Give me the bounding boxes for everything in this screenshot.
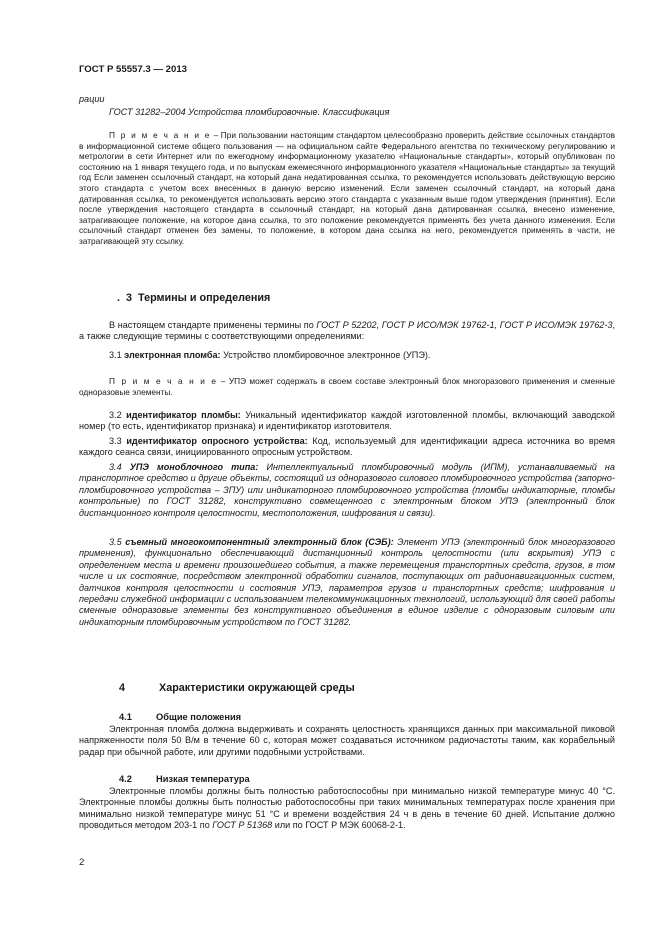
section-3-heading: [117, 292, 270, 304]
document-header-code: ГОСТ Р 55557.3 — 2013: [79, 64, 187, 75]
term-3-5: 3.5 съемный многокомпонентный электронный блок (СЭБ): Элемент УПЭ (электронный блок многоразового применения), функционально обеспечивающий дистанционный контроль целостности (или вскрытия) УПЭ с определением места и времени произошедшего события, а также перемещения транспортных средств, грузов, в том числе и их состояние, посредством электронной обработки сигналов, поступающих от радионавигационных систем, датчиков контроля целостности и состояния УПЭ, параметров грузов и транспортных средств; шифрования и передачи служебной информации с использованием телекоммуникационных технологий, использующий для своей работы сменные одноразовые элементы без конструктивного объединения в единое изделие с одноразовым силовым или индикаторным пломбировочным устройством по ГОСТ 31282.: [79, 537, 616, 627]
term-3-4: 3.4 УПЭ моноблочного типа: Интеллектуальный пломбировочный модуль (ИПМ), устанавливаемый на транспортное средство и другие объекты, состоящий из одноразового силового пломбировочного устройства (запорно-пломбировочного устройства – ЗПУ) или индикаторного пломбировочного устройства (пломбы индикаторные, пломбы контрольные) по ГОСТ 31282, конструктивно совмещенного с электронным блоком УПЭ (электронный блок дистанционного контроля целостности, местоположения, шифрования и связи).: [79, 462, 615, 518]
term-3-1: 3.1 электронная пломба: Устройство пломбировочное электронное (УПЭ).: [109, 350, 431, 360]
section-3-intro: В настоящем стандарте применены термины по ГОСТ Р 52202, ГОСТ Р ИСО/МЭК 19762-1, ГОСТ Р ИСО/МЭК 19762-3, а также следующие термины с соответствующими определениями:: [79, 320, 615, 342]
term-3-4-name: УПЭ моноблочного типа:: [129, 462, 259, 472]
term-3-3: 3.3 идентификатор опросного устройства: Код, используемый для идентификации адреса источника во время каждого сеанса связи, инициированного опросным устройством.: [79, 436, 616, 458]
term-3-2: 3.2 идентификатор пломбы: Уникальный идентификатор каждой изготовленной пломбы, включающий заводской номер (то есть, идентификатор признака) и идентификатор изготовителя.: [79, 410, 616, 432]
intro-references: ГОСТ Р 52202, ГОСТ Р ИСО/МЭК 19762-1, ГОСТ Р ИСО/МЭК 19762-3: [316, 320, 613, 330]
note-label: П р и м е ч а н и е: [109, 130, 211, 140]
term-3-1-name: электронная пломба:: [124, 350, 221, 360]
subsection-4-1-heading: 4.1 Общие положения: [119, 712, 242, 722]
subsection-4-2-heading: 4.2 Низкая температура: [119, 774, 250, 784]
page-number: 2: [79, 857, 85, 868]
note-referenced-standards: [79, 130, 615, 247]
term-3-2-name: идентификатор пломбы:: [126, 410, 241, 420]
section-4-heading: [119, 682, 355, 694]
subsection-4-1-text: Электронная пломба должна выдерживать и сохранять целостность хранящихся данных при максимальной пиковой напряженности поля 50 В/м в течение 60 с, которая может создаваться источником радиочастоты таким, как корабельный радар при обычной работе, или другими подобными устройствами.: [79, 724, 615, 757]
note-text: – При пользовании настоящим стандартом целесообразно проверить действие ссылочных стандартов в информационной системе общего пользования — на официальном сайте Федерального агентства по техническому регулированию и метрологии в сети Интернет или по ежегодному информационному указателю «Национальные стандарты», который опубликован по состоянию на 1 января текущего года, и по выпускам ежемесячного информационного указателя «Национальные стандарты» за текущий год Если заменен ссылочный стандарт, на который дана недатированная ссылка, то рекомендуется использовать действующую версию этого стандарта с учетом всех внесенных в данную версию изменений. Если заменен ссылочный стандарт, на который дана датированная ссылка, то рекомендуется использовать версию этого стандарта с указанным выше годом утверждения (принятия). Если после утверждения настоящего стандарта в ссылочный стандарт, на который дана датированная ссылка, внесено изменение, затрагивающее положение, на которое дана ссылка, то это положение рекомендуется применять без учета данного изменения. Если ссылочный стандарт отменен без замены, то положение, в котором дана ссылка на него, рекомендуется применять в части, не затрагивающей эту ссылку.: [79, 130, 615, 246]
section-3-marker: .: [117, 292, 120, 304]
section-3-title: Термины и определения: [138, 292, 271, 304]
reference-standard-line: ГОСТ 31282–2004 Устройства пломбировочные. Классификация: [109, 107, 390, 117]
note-term-3-1: П р и м е ч а н и е – УПЭ может содержать в своем составе электронный блок многоразового применения и сменные одноразовые элементы.: [79, 376, 615, 397]
continued-fragment: рации: [79, 94, 105, 104]
section-4-number: 4: [119, 682, 126, 694]
section-3-number: 3: [126, 292, 133, 304]
term-3-3-name: идентификатор опросного устройства:: [126, 436, 308, 446]
subsection-4-2-text: Электронные пломбы должны быть полностью работоспособны при минимально низкой температуре минус 40 °С. Электронные пломбы должны быть полностью работоспособны при таких минимальных температурах после хранения при минимально низкой температуре минус 51 °С и времени воздействия 24 ч в день в течение 60 дней. Испытание должно проводиться методом 203-1 по ГОСТ Р 51368 или по ГОСТ Р МЭК 60068-2-1.: [79, 786, 615, 831]
term-3-5-name: съемный многокомпонентный электронный блок (СЭБ):: [125, 537, 394, 547]
section-4-title: Характеристики окружающей среды: [159, 682, 355, 694]
